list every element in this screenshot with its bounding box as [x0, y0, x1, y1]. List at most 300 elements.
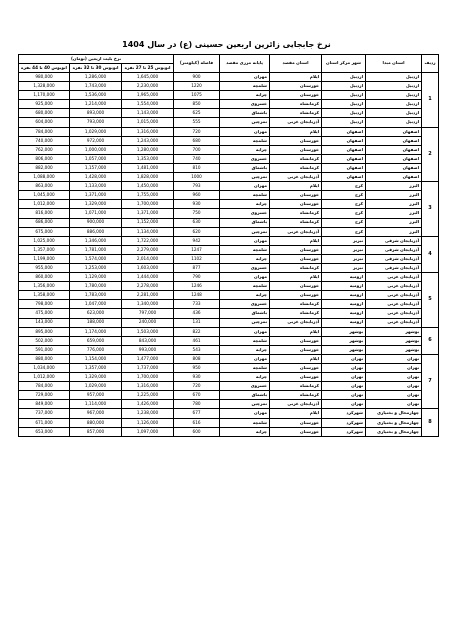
- cell-border-terminal: باشماق: [220, 218, 270, 227]
- cell-border-terminal: تمرچین: [220, 400, 270, 409]
- cell-origin-province: تهران: [366, 400, 422, 409]
- cell-fare-40-44: 849,000: [19, 400, 70, 409]
- table-header-row: [19, 55, 439, 64]
- cell-distance: 740: [174, 154, 220, 163]
- table-row: [19, 82, 439, 91]
- row-number: 5: [422, 273, 439, 328]
- table-row: [19, 373, 439, 382]
- cell-dest-province: ایلام: [270, 182, 322, 191]
- cell-fare-40-44: 1,170,000: [19, 91, 70, 100]
- cell-fare-40-44: 686,000: [19, 218, 70, 227]
- cell-fare-30-32: 1,286,000: [70, 73, 122, 82]
- cell-dest-province: خوزستان: [270, 145, 322, 154]
- cell-fare-25-27: 1,645,000: [122, 73, 174, 82]
- cell-fare-30-32: 857,000: [70, 427, 122, 436]
- cell-dest-province: خوزستان: [270, 291, 322, 300]
- row-number: 1: [422, 73, 439, 128]
- cell-border-terminal: شلمچه: [220, 82, 270, 91]
- cell-origin-province: آذربایجان شرقی: [366, 236, 422, 245]
- cell-origin-center: تبریز: [322, 245, 366, 254]
- cell-fare-25-27: 1,722,000: [122, 236, 174, 245]
- cell-distance: 877: [174, 263, 220, 272]
- cell-distance: 1220: [174, 82, 220, 91]
- header-bus-25-27: اتوبوس 25 تا 27 نفره: [122, 64, 174, 73]
- cell-fare-25-27: 1,238,000: [122, 409, 174, 418]
- table-row: [19, 154, 439, 163]
- cell-border-terminal: شلمچه: [220, 364, 270, 373]
- cell-border-terminal: چزابه: [220, 427, 270, 436]
- cell-dest-province: ایلام: [270, 354, 322, 363]
- cell-origin-province: آذربایجان غربی: [366, 291, 422, 300]
- cell-fare-30-32: 1,133,000: [70, 182, 122, 191]
- cell-dest-province: کرمانشاه: [270, 218, 322, 227]
- cell-dest-province: آذربایجان غربی: [270, 318, 322, 327]
- cell-dest-province: کرمانشاه: [270, 100, 322, 109]
- cell-fare-40-44: 1,356,000: [19, 282, 70, 291]
- cell-fare-30-32: 1,536,000: [70, 91, 122, 100]
- cell-fare-30-32: 1,129,000: [70, 273, 122, 282]
- cell-fare-30-32: 659,000: [70, 336, 122, 345]
- cell-fare-30-32: 1,047,000: [70, 300, 122, 309]
- cell-origin-center: کرج: [322, 218, 366, 227]
- cell-border-terminal: مهران: [220, 354, 270, 363]
- cell-distance: 620: [174, 227, 220, 236]
- cell-origin-center: شهرکرد: [322, 409, 366, 418]
- cell-border-terminal: شلمچه: [220, 136, 270, 145]
- cell-border-terminal: خسروی: [220, 100, 270, 109]
- cell-fare-25-27: 797,000: [122, 309, 174, 318]
- cell-distance: 131: [174, 318, 220, 327]
- cell-fare-25-27: 1,316,000: [122, 127, 174, 136]
- cell-fare-30-32: 1,029,000: [70, 382, 122, 391]
- cell-distance: 1102: [174, 254, 220, 263]
- table-row: [19, 163, 439, 172]
- cell-border-terminal: خسروی: [220, 209, 270, 218]
- cell-dest-province: کرمانشاه: [270, 391, 322, 400]
- cell-fare-30-32: 1,357,000: [70, 364, 122, 373]
- cell-border-terminal: مهران: [220, 409, 270, 418]
- table-row: [19, 327, 439, 336]
- cell-distance: 1248: [174, 291, 220, 300]
- cell-border-terminal: باشماق: [220, 109, 270, 118]
- header-fare-group: نرخ بلیت اربعین (تومان): [19, 55, 174, 64]
- header-origin-province: استان مبدا: [366, 55, 422, 73]
- table-row: [19, 236, 439, 245]
- cell-fare-30-32: 957,000: [70, 391, 122, 400]
- cell-origin-center: ارومیه: [322, 300, 366, 309]
- cell-dest-province: آذربایجان غربی: [270, 227, 322, 236]
- cell-fare-25-27: 1,126,000: [122, 418, 174, 427]
- cell-border-terminal: خسروی: [220, 263, 270, 272]
- cell-border-terminal: باشماق: [220, 163, 270, 172]
- cell-distance: 555: [174, 118, 220, 127]
- cell-origin-center: ارومیه: [322, 318, 366, 327]
- cell-fare-30-32: 1,783,000: [70, 291, 122, 300]
- cell-fare-40-44: 737,000: [19, 409, 70, 418]
- cell-origin-center: اردبیل: [322, 73, 366, 82]
- cell-fare-40-44: 671,000: [19, 418, 70, 427]
- cell-fare-30-32: 1,157,000: [70, 163, 122, 172]
- header-distance: فاصله (کیلومتر): [174, 55, 220, 73]
- cell-fare-40-44: 680,000: [19, 109, 70, 118]
- cell-origin-province: بوشهر: [366, 336, 422, 345]
- cell-origin-center: ارومیه: [322, 291, 366, 300]
- cell-origin-center: اردبیل: [322, 91, 366, 100]
- table-row: [19, 263, 439, 272]
- cell-dest-province: خوزستان: [270, 418, 322, 427]
- cell-fare-40-44: 1,012,000: [19, 373, 70, 382]
- table-row: [19, 218, 439, 227]
- cell-distance: 543: [174, 345, 220, 354]
- cell-fare-25-27: 1,353,000: [122, 154, 174, 163]
- cell-border-terminal: چزابه: [220, 200, 270, 209]
- cell-fare-40-44: 860,000: [19, 273, 70, 282]
- fare-table: [18, 54, 439, 437]
- cell-fare-40-44: 1,358,000: [19, 291, 70, 300]
- cell-distance: 461: [174, 336, 220, 345]
- cell-fare-30-32: 776,000: [70, 345, 122, 354]
- table-row: [19, 427, 439, 436]
- cell-fare-40-44: 1,034,000: [19, 364, 70, 373]
- cell-origin-province: آذربایجان شرقی: [366, 263, 422, 272]
- cell-fare-40-44: 895,000: [19, 327, 70, 336]
- cell-fare-40-44: 1,012,000: [19, 200, 70, 209]
- cell-border-terminal: باشماق: [220, 391, 270, 400]
- cell-origin-province: اردبیل: [366, 91, 422, 100]
- cell-origin-province: تهران: [366, 354, 422, 363]
- cell-border-terminal: چزابه: [220, 91, 270, 100]
- cell-origin-province: چهارمحال و بختیاری: [366, 418, 422, 427]
- cell-fare-30-32: 1,214,000: [70, 100, 122, 109]
- cell-fare-25-27: 1,444,000: [122, 273, 174, 282]
- row-number: 2: [422, 127, 439, 182]
- header-border: پایانه مرزی مقصد: [220, 55, 270, 73]
- cell-origin-province: آذربایجان غربی: [366, 273, 422, 282]
- cell-fare-25-27: 1,340,000: [122, 300, 174, 309]
- cell-distance: 793: [174, 182, 220, 191]
- cell-border-terminal: چزابه: [220, 145, 270, 154]
- cell-distance: 733: [174, 300, 220, 309]
- cell-fare-30-32: 623,000: [70, 309, 122, 318]
- table-row: [19, 354, 439, 363]
- cell-origin-province: آذربایجان شرقی: [366, 245, 422, 254]
- cell-origin-province: آذربایجان شرقی: [366, 254, 422, 263]
- cell-distance: 677: [174, 409, 220, 418]
- cell-origin-center: تهران: [322, 354, 366, 363]
- fare-table-body: [19, 73, 439, 437]
- cell-border-terminal: مهران: [220, 182, 270, 191]
- cell-border-terminal: شلمچه: [220, 418, 270, 427]
- cell-distance: 680: [174, 136, 220, 145]
- cell-fare-30-32: 1,743,000: [70, 82, 122, 91]
- cell-fare-30-32: 1,253,000: [70, 263, 122, 272]
- cell-origin-province: البرز: [366, 218, 422, 227]
- cell-distance: 822: [174, 327, 220, 336]
- cell-origin-center: شهرکرد: [322, 418, 366, 427]
- table-row: [19, 400, 439, 409]
- row-number: 4: [422, 236, 439, 272]
- cell-dest-province: خوزستان: [270, 200, 322, 209]
- cell-fare-40-44: 880,000: [19, 354, 70, 363]
- cell-origin-center: بوشهر: [322, 336, 366, 345]
- cell-border-terminal: تمرچین: [220, 173, 270, 182]
- cell-fare-30-32: 967,000: [70, 409, 122, 418]
- cell-fare-40-44: 762,000: [19, 145, 70, 154]
- cell-distance: 790: [174, 273, 220, 282]
- cell-dest-province: کرمانشاه: [270, 109, 322, 118]
- cell-dest-province: ایلام: [270, 236, 322, 245]
- cell-fare-40-44: 955,000: [19, 263, 70, 272]
- cell-origin-center: بوشهر: [322, 345, 366, 354]
- cell-fare-40-44: 675,000: [19, 227, 70, 236]
- cell-origin-province: البرز: [366, 182, 422, 191]
- cell-origin-province: تهران: [366, 364, 422, 373]
- cell-distance: 1247: [174, 245, 220, 254]
- cell-fare-40-44: 143,000: [19, 318, 70, 327]
- cell-dest-province: کرمانشاه: [270, 209, 322, 218]
- cell-distance: 780: [174, 400, 220, 409]
- cell-origin-center: تهران: [322, 391, 366, 400]
- cell-origin-province: آذربایجان غربی: [366, 318, 422, 327]
- cell-dest-province: خوزستان: [270, 373, 322, 382]
- table-row: [19, 91, 439, 100]
- cell-origin-center: اصفهان: [322, 163, 366, 172]
- cell-distance: 960: [174, 191, 220, 200]
- table-row: [19, 336, 439, 345]
- cell-fare-25-27: 1,015,000: [122, 118, 174, 127]
- cell-origin-province: البرز: [366, 191, 422, 200]
- cell-dest-province: خوزستان: [270, 136, 322, 145]
- cell-origin-province: تهران: [366, 382, 422, 391]
- cell-distance: 670: [174, 391, 220, 400]
- cell-border-terminal: شلمچه: [220, 245, 270, 254]
- cell-border-terminal: مهران: [220, 127, 270, 136]
- cell-fare-30-32: 1,057,000: [70, 154, 122, 163]
- cell-origin-center: بوشهر: [322, 327, 366, 336]
- cell-fare-30-32: 1,574,000: [70, 254, 122, 263]
- cell-fare-40-44: 925,000: [19, 100, 70, 109]
- cell-border-terminal: تمرچین: [220, 227, 270, 236]
- cell-fare-30-32: 1,329,000: [70, 373, 122, 382]
- cell-fare-25-27: 1,280,000: [122, 145, 174, 154]
- cell-fare-25-27: 1,143,000: [122, 109, 174, 118]
- cell-fare-25-27: 1,426,000: [122, 400, 174, 409]
- table-row: [19, 382, 439, 391]
- cell-fare-25-27: 1,965,000: [122, 91, 174, 100]
- cell-fare-40-44: 882,000: [19, 163, 70, 172]
- table-row: [19, 364, 439, 373]
- cell-fare-40-44: 1,199,000: [19, 254, 70, 263]
- cell-fare-25-27: 240,000: [122, 318, 174, 327]
- cell-fare-25-27: 1,225,000: [122, 391, 174, 400]
- cell-border-terminal: چزابه: [220, 291, 270, 300]
- table-row: [19, 418, 439, 427]
- cell-origin-center: اصفهان: [322, 127, 366, 136]
- table-row: [19, 282, 439, 291]
- cell-origin-province: تهران: [366, 373, 422, 382]
- cell-origin-province: اصفهان: [366, 163, 422, 172]
- cell-border-terminal: باشماق: [220, 309, 270, 318]
- row-number: 7: [422, 354, 439, 409]
- cell-distance: 930: [174, 200, 220, 209]
- cell-fare-30-32: 886,000: [70, 227, 122, 236]
- cell-origin-center: تبریز: [322, 254, 366, 263]
- cell-dest-province: آذربایجان غربی: [270, 118, 322, 127]
- cell-fare-40-44: 1,328,000: [19, 82, 70, 91]
- cell-fare-30-32: 1,371,000: [70, 191, 122, 200]
- cell-dest-province: خوزستان: [270, 191, 322, 200]
- cell-origin-province: چهارمحال و بختیاری: [366, 427, 422, 436]
- table-row: [19, 182, 439, 191]
- cell-fare-25-27: 1,481,000: [122, 163, 174, 172]
- cell-fare-25-27: 1,243,000: [122, 136, 174, 145]
- cell-fare-30-32: 900,000: [70, 218, 122, 227]
- cell-fare-40-44: 784,000: [19, 127, 70, 136]
- cell-distance: 600: [174, 427, 220, 436]
- table-row: [19, 318, 439, 327]
- cell-fare-25-27: 2,279,000: [122, 245, 174, 254]
- cell-fare-25-27: 1,700,000: [122, 373, 174, 382]
- cell-fare-40-44: 798,000: [19, 300, 70, 309]
- cell-border-terminal: شلمچه: [220, 191, 270, 200]
- cell-fare-25-27: 1,134,000: [122, 227, 174, 236]
- cell-dest-province: خوزستان: [270, 245, 322, 254]
- cell-distance: 900: [174, 73, 220, 82]
- cell-dest-province: خوزستان: [270, 254, 322, 263]
- cell-distance: 942: [174, 236, 220, 245]
- row-number: 3: [422, 182, 439, 237]
- cell-origin-province: البرز: [366, 209, 422, 218]
- cell-dest-province: آذربایجان غربی: [270, 400, 322, 409]
- cell-origin-center: تبریز: [322, 236, 366, 245]
- cell-fare-40-44: 806,000: [19, 154, 70, 163]
- table-row: [19, 345, 439, 354]
- cell-fare-25-27: 843,000: [122, 336, 174, 345]
- cell-fare-30-32: 1,000,000: [70, 145, 122, 154]
- cell-fare-30-32: 1,346,000: [70, 236, 122, 245]
- cell-border-terminal: تمرچین: [220, 118, 270, 127]
- cell-origin-center: اردبیل: [322, 82, 366, 91]
- cell-fare-25-27: 2,278,000: [122, 282, 174, 291]
- cell-fare-30-32: 1,781,000: [70, 245, 122, 254]
- cell-origin-province: آذربایجان غربی: [366, 282, 422, 291]
- cell-origin-center: تهران: [322, 382, 366, 391]
- cell-fare-25-27: 2,230,000: [122, 82, 174, 91]
- cell-fare-25-27: 1,152,000: [122, 218, 174, 227]
- cell-fare-25-27: 1,450,000: [122, 182, 174, 191]
- table-row: [19, 409, 439, 418]
- cell-dest-province: خوزستان: [270, 364, 322, 373]
- cell-origin-province: البرز: [366, 200, 422, 209]
- header-dest-province: استان مقصد: [270, 55, 322, 73]
- cell-border-terminal: خسروی: [220, 154, 270, 163]
- cell-dest-province: کرمانشاه: [270, 263, 322, 272]
- cell-fare-30-32: 793,000: [70, 118, 122, 127]
- cell-origin-center: ارومیه: [322, 273, 366, 282]
- cell-fare-40-44: 1,045,000: [19, 191, 70, 200]
- table-row: [19, 127, 439, 136]
- cell-origin-province: اردبیل: [366, 118, 422, 127]
- cell-dest-province: ایلام: [270, 409, 322, 418]
- cell-dest-province: ایلام: [270, 273, 322, 282]
- table-row: [19, 73, 439, 82]
- table-row: [19, 227, 439, 236]
- cell-origin-center: کرج: [322, 227, 366, 236]
- cell-border-terminal: مهران: [220, 273, 270, 282]
- cell-origin-center: اصفهان: [322, 173, 366, 182]
- table-row: [19, 200, 439, 209]
- cell-distance: 750: [174, 209, 220, 218]
- cell-fare-40-44: 980,000: [19, 73, 70, 82]
- cell-dest-province: کرمانشاه: [270, 382, 322, 391]
- cell-distance: 1246: [174, 282, 220, 291]
- cell-distance: 1000: [174, 173, 220, 182]
- table-row: [19, 273, 439, 282]
- cell-origin-province: آذربایجان غربی: [366, 309, 422, 318]
- table-row: [19, 100, 439, 109]
- cell-dest-province: کرمانشاه: [270, 163, 322, 172]
- cell-distance: 616: [174, 418, 220, 427]
- cell-origin-province: اصفهان: [366, 127, 422, 136]
- cell-fare-25-27: 1,700,000: [122, 200, 174, 209]
- cell-origin-province: اردبیل: [366, 82, 422, 91]
- cell-origin-center: کرج: [322, 200, 366, 209]
- cell-origin-center: تهران: [322, 400, 366, 409]
- cell-fare-30-32: 1,029,000: [70, 127, 122, 136]
- cell-dest-province: کرمانشاه: [270, 154, 322, 163]
- cell-fare-40-44: 653,000: [19, 427, 70, 436]
- cell-distance: 630: [174, 218, 220, 227]
- cell-origin-center: اصفهان: [322, 145, 366, 154]
- cell-fare-25-27: 1,755,000: [122, 191, 174, 200]
- header-bus-40-44: اتوبوس 40 تا 44 نفره: [19, 64, 70, 73]
- cell-dest-province: ایلام: [270, 327, 322, 336]
- cell-dest-province: خوزستان: [270, 427, 322, 436]
- cell-fare-30-32: 1,114,000: [70, 400, 122, 409]
- cell-fare-30-32: 1,174,000: [70, 327, 122, 336]
- cell-border-terminal: شلمچه: [220, 336, 270, 345]
- cell-border-terminal: مهران: [220, 236, 270, 245]
- cell-border-terminal: مهران: [220, 73, 270, 82]
- row-number: 8: [422, 409, 439, 436]
- cell-fare-40-44: 784,000: [19, 382, 70, 391]
- cell-origin-province: اردبیل: [366, 73, 422, 82]
- cell-distance: 436: [174, 309, 220, 318]
- table-row: [19, 391, 439, 400]
- cell-origin-center: اصفهان: [322, 136, 366, 145]
- table-row: [19, 309, 439, 318]
- cell-origin-center: تهران: [322, 364, 366, 373]
- cell-fare-25-27: 1,503,000: [122, 327, 174, 336]
- cell-distance: 700: [174, 145, 220, 154]
- cell-fare-40-44: 604,000: [19, 118, 70, 127]
- cell-fare-25-27: 1,477,000: [122, 354, 174, 363]
- cell-origin-province: اصفهان: [366, 145, 422, 154]
- cell-fare-40-44: 1,025,000: [19, 236, 70, 245]
- cell-origin-center: کرج: [322, 182, 366, 191]
- cell-fare-30-32: 1,329,000: [70, 200, 122, 209]
- cell-fare-30-32: 1,780,000: [70, 282, 122, 291]
- cell-fare-40-44: 475,000: [19, 309, 70, 318]
- cell-fare-25-27: 1,603,000: [122, 263, 174, 272]
- cell-fare-30-32: 1,154,000: [70, 354, 122, 363]
- cell-origin-province: البرز: [366, 227, 422, 236]
- cell-border-terminal: چزابه: [220, 373, 270, 382]
- cell-origin-center: کرج: [322, 191, 366, 200]
- cell-fare-40-44: 591,000: [19, 345, 70, 354]
- cell-dest-province: کرمانشاه: [270, 309, 322, 318]
- cell-fare-30-32: 972,000: [70, 136, 122, 145]
